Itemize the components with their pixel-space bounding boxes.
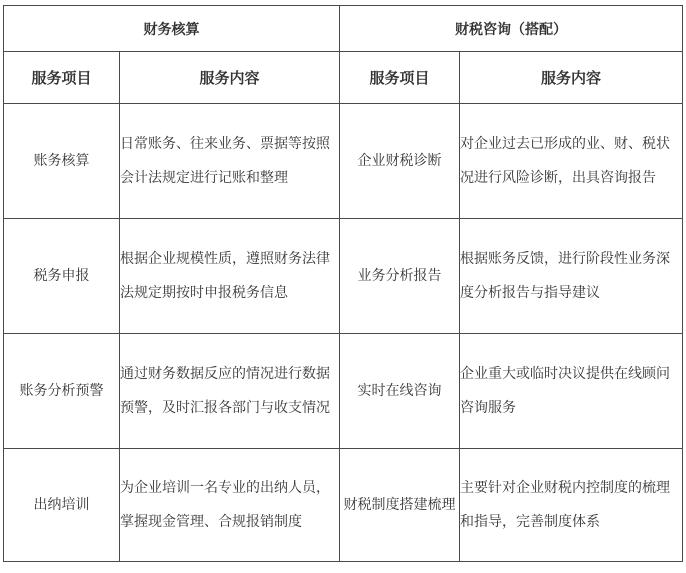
column-header-content: 服务内容 <box>460 52 683 104</box>
service-content-cell: 对企业过去已形成的业、财、税状况进行风险诊断，出具咨询报告 <box>460 104 683 219</box>
service-content-cell: 根据企业规模性质，遵照财务法律法规定期按时申报税务信息 <box>120 219 340 334</box>
service-content-cell: 主要针对企业财税内控制度的梳理和指导，完善制度体系 <box>460 449 683 562</box>
service-content-cell: 根据账务反馈，进行阶段性业务深度分析报告与指导建议 <box>460 219 683 334</box>
table-row <box>4 219 683 334</box>
service-content-cell: 日常账务、往来业务、票据等按照会计法规定进行记账和整理 <box>120 104 340 219</box>
group-header-accounting: 财务核算 <box>4 6 340 52</box>
table-row <box>4 449 683 562</box>
service-content-cell: 通过财务数据反应的情况进行数据预警，及时汇报各部门与收支情况 <box>120 334 340 449</box>
service-item-cell: 实时在线咨询 <box>340 334 460 449</box>
service-item-cell: 企业财税诊断 <box>340 104 460 219</box>
service-item-cell: 出纳培训 <box>4 449 120 562</box>
service-item-cell: 账务核算 <box>4 104 120 219</box>
column-header-item: 服务项目 <box>340 52 460 104</box>
table-row <box>4 334 683 449</box>
table-row <box>4 104 683 219</box>
group-header-consulting: 财税咨询（搭配） <box>340 6 683 52</box>
service-content-cell: 企业重大或临时决议提供在线顾问咨询服务 <box>460 334 683 449</box>
column-header-row <box>4 52 683 104</box>
column-header-item: 服务项目 <box>4 52 120 104</box>
group-header-row <box>4 6 683 52</box>
service-item-cell: 账务分析预警 <box>4 334 120 449</box>
service-item-cell: 税务申报 <box>4 219 120 334</box>
services-table <box>3 5 683 562</box>
service-content-cell: 为企业培训一名专业的出纳人员，掌握现金管理、合规报销制度 <box>120 449 340 562</box>
service-item-cell: 财税制度搭建梳理 <box>340 449 460 562</box>
service-item-cell: 业务分析报告 <box>340 219 460 334</box>
column-header-content: 服务内容 <box>120 52 340 104</box>
